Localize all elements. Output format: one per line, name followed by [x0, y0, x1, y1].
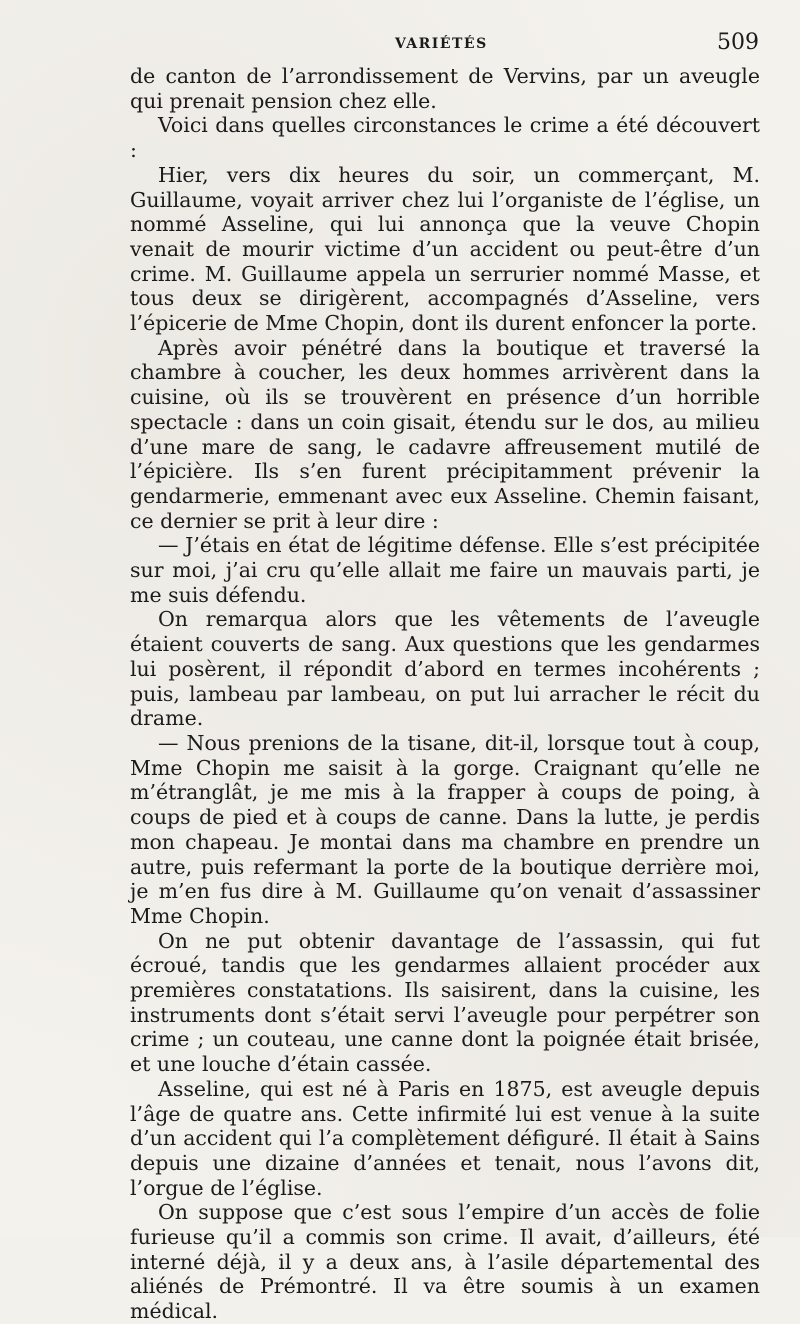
paragraph: On ne put obtenir davantage de l’assassin, qui fut écroué, tandis que les gendarmes allaient procéder aux premières constatations. Ils saisirent, dans la cuisine, les instruments dont s’était servi l’aveugle pour perpétrer son crime ; un couteau, une canne dont la poignée était brisée, et une louche d’étain cassée. [130, 928, 760, 1077]
section-title: VARIÉTÉS [395, 36, 488, 52]
article-body [130, 64, 760, 1324]
paragraph: — Nous prenions de la tisane, dit-il, lorsque tout à coup, Mme Chopin me saisit à la gorge. Craignant qu’elle ne m’étranglât, je me mis à la frapper à coups de poing, à coups de pied et à coups de canne. Dans la lutte, je perdis mon chapeau. Je montai dans ma chambre en prendre un autre, puis refermant la porte de la boutique derrière moi, je m’en fus dire à M. Guillaume qu’on venait d’assassiner Mme Chopin. [130, 730, 760, 928]
paragraph: Après avoir pénétré dans la boutique et traversé la chambre à coucher, les deux hommes arrivèrent dans la cuisine, où ils se trouvèrent en présence d’un horrible spectacle : dans un coin gisait, étendu sur le dos, au milieu d’une mare de sang, le cadavre affreusement mutilé de l’épicière. Ils s’en furent précipitamment prévenir la gendarmerie, emmenant avec eux Asseline. Chemin faisant, ce dernier se prit à leur dire : [130, 335, 760, 533]
paragraph: — J’étais en état de légitime défense. Elle s’est précipitée sur moi, j’ai cru qu’elle allait me faire un mauvais parti, je me suis défendu. [130, 533, 760, 607]
running-head [0, 30, 800, 60]
paragraph: On remarqua alors que les vêtements de l’aveugle étaient couverts de sang. Aux questions que les gendarmes lui posèrent, il répondit d’abord en termes incohérents ; puis, lambeau par lambeau, on put lui arracher le récit du drame. [130, 607, 760, 731]
paragraph: Asseline, qui est né à Paris en 1875, est aveugle depuis l’âge de quatre ans. Cette infirmité lui est venue à la suite d’un accident qui l’a complètement défiguré. Il était à Sains depuis une dizaine d’années et tenait, nous l’avons dit, l’orgue de l’église. [130, 1076, 760, 1200]
paragraph: de canton de l’arrondissement de Vervins, par un aveugle qui prenait pension chez elle. [130, 64, 760, 113]
paragraph: Voici dans quelles circonstances le crime a été découvert : [130, 113, 760, 163]
paragraph: Hier, vers dix heures du soir, un commerçant, M. Guillaume, voyait arriver chez lui l’organiste de l’église, un nommé Asseline, qui lui annonça que la veuve Chopin venait de mourir victime d’un accident ou peut-être d’un crime. M. Guillaume appela un serrurier nommé Masse, et tous deux se dirigèrent, accompagnés d’Asseline, vers l’épicerie de Mme Chopin, dont ils durent enfoncer la porte. [130, 162, 760, 336]
paragraph: On suppose que c’est sous l’empire d’un accès de folie furieuse qu’il a commis son crime. Il avait, d’ailleurs, été interné déjà, il y a deux ans, à l’asile départemental des aliénés de Prémontré. Il va être soumis à un examen médical. [130, 1200, 760, 1324]
page-number: 509 [717, 30, 759, 55]
